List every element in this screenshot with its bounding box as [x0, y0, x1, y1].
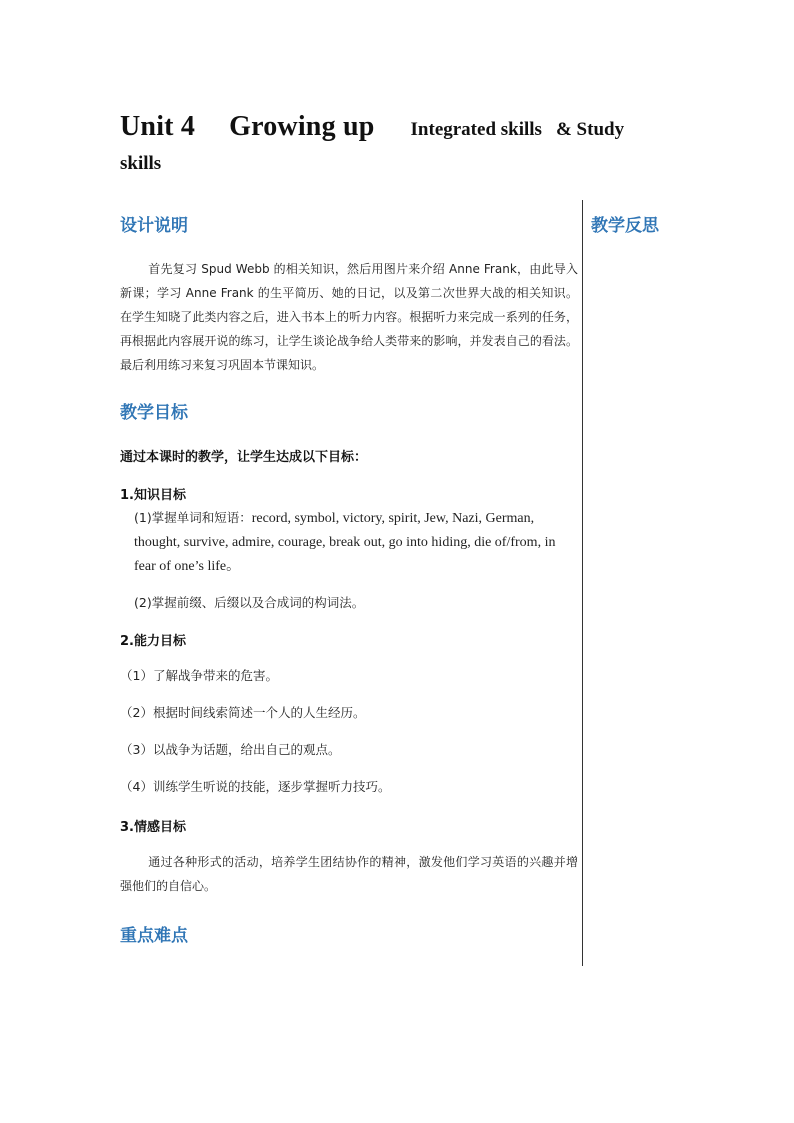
unit-label: Unit 4: [120, 111, 196, 142]
subtitle-part-a: Integrated skills: [410, 119, 542, 140]
knowledge-item-1: [120, 506, 578, 578]
column-divider: [582, 200, 583, 966]
unit-topic: Growing up: [229, 111, 375, 142]
keypoints-heading: 重点难点: [120, 926, 188, 946]
emotion-text: 通过各种形式的活动，培养学生团结协作的精神，激发他们学习英语的兴趣并增强他们的自信心。: [120, 855, 578, 893]
knowledge-title: 1.知识目标: [120, 488, 186, 503]
goals-intro: 通过本课时的教学，让学生达成以下目标：: [120, 450, 368, 465]
knowledge-item-1-prefix: (1)掌握单词和短语：: [134, 510, 252, 525]
document-title: [120, 110, 660, 178]
design-text: 首先复习 Spud Webb 的相关知识，然后用图片来介绍 Anne Frank，由此导入新课；学习 Anne Frank 的生平简历、她的日记，以及第二次世界大战的相关知识。在学生知晓了此类内容之后，进入书本上的听力内容。根据听力来完成一系列的任务，再根据此内容展开说的练习，让学生谈论战争给人类带来的影响，并发表自己的看法。最后利用练习来复习巩固本节课知识。: [120, 262, 578, 372]
knowledge-item-2: (2)掌握前缀、后缀以及合成词的构词法。: [134, 595, 365, 610]
subtitle-part-c: skills: [120, 153, 162, 174]
emotion-title: 3.情感目标: [120, 820, 186, 835]
knowledge-item-1-words: record, symbol, victory, spirit, Jew, Nazi, German, thought, survive, admire, courage, break out, go into hiding, die of/from, in fear of one’s life。: [134, 511, 556, 574]
ability-item-4: （4）训练学生听说的技能，逐步掌握听力技巧。: [120, 779, 391, 794]
design-paragraph: [120, 257, 578, 377]
ability-item-1: （1）了解战争带来的危害。: [120, 668, 278, 683]
ability-title: 2.能力目标: [120, 634, 186, 649]
reflection-heading: 教学反思: [591, 216, 659, 236]
ability-item-2: （2）根据时间线索简述一个人的人生经历。: [120, 705, 366, 720]
design-heading: 设计说明: [120, 216, 188, 236]
goals-heading: 教学目标: [120, 403, 188, 423]
ability-item-3: （3）以战争为话题，给出自己的观点。: [120, 742, 341, 757]
subtitle-part-b: & Study: [555, 119, 625, 140]
emotion-paragraph: [120, 850, 578, 898]
